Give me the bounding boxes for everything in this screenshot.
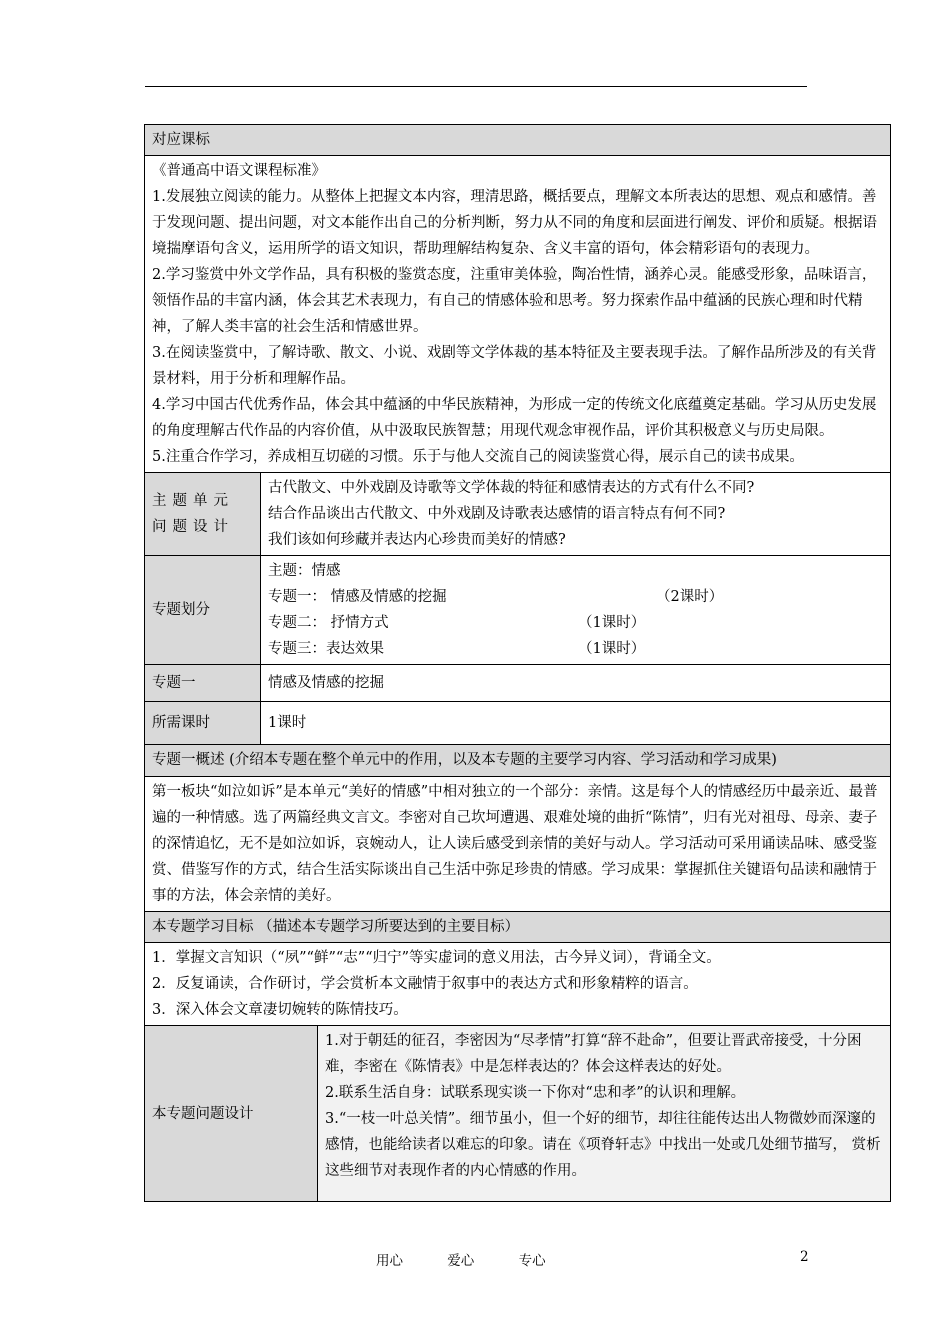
division-topic: 专题三：表达效果 — [268, 641, 384, 657]
hours-value: 1课时 — [268, 715, 307, 731]
page-number: 2 — [800, 1249, 809, 1265]
hours-label: 所需课时 — [152, 715, 210, 731]
goals-list — [145, 943, 890, 1025]
division-topic: 专题二： 抒情方式 — [268, 615, 389, 631]
curriculum-title: 《普通高中语文课程标准》 — [152, 163, 326, 179]
topic1-row — [145, 665, 890, 702]
division-item — [268, 584, 883, 610]
division-item — [268, 636, 883, 662]
goal-item: 1．掌握文言知识（“夙”“鲜”“志”“归宁”等实虚词的意义用法，古今异义词），背诵全文。 — [152, 950, 721, 966]
overview-header-row — [145, 745, 890, 777]
footer-word: 爱心 — [447, 1253, 475, 1269]
topic-questions-row — [145, 1026, 890, 1201]
division-hours: （2课时） — [656, 589, 724, 605]
topic1-value: 情感及情感的挖掘 — [268, 675, 384, 691]
curriculum-header: 对应课标 — [152, 132, 210, 148]
overview-header: 专题一概述 (介绍本专题在整个单元中的作用，以及本专题的主要学习内容、学习活动和学习成果) — [152, 752, 777, 768]
division-content — [261, 556, 890, 664]
hours-row — [145, 702, 890, 745]
topic-questions-label: 本专题问题设计 — [152, 1105, 254, 1122]
unit-questions-row — [145, 473, 890, 556]
topic-question: 3.“一枝一叶总关情”。细节虽小，但一个好的细节，却往往能传达出人物微妙而深邃的感情，也能给读者以难忘的印象。请在《项脊轩志》中找出一处或几处细节描写， 赏析这些细节对表现作者的内心情感的作用。 — [325, 1111, 881, 1179]
goal-item: 2．反复诵读，合作研讨，学会赏析本文融情于叙事中的表达方式和形象精粹的语言。 — [152, 976, 698, 992]
unit-questions-label: 主题单元问题设计 — [152, 493, 234, 535]
overview-row — [145, 777, 890, 912]
topic-question: 1.对于朝廷的征召，李密因为“尽孝情”打算“辞不赴命”，但要让晋武帝接受，十分困难，李密在《陈情表》中是怎样表达的？体会这样表达的好处。 — [325, 1033, 862, 1075]
lesson-plan-table — [144, 124, 891, 1202]
division-label: 专题划分 — [152, 602, 210, 618]
division-topic: 专题一： 情感及情感的挖掘 — [268, 589, 447, 605]
division-row — [145, 556, 890, 665]
goals-header-row — [145, 912, 890, 943]
division-theme: 主题：情感 — [268, 563, 341, 579]
goal-item: 3．深入体会文章凄切婉转的陈情技巧。 — [152, 1002, 408, 1018]
curriculum-header-row — [145, 125, 890, 156]
footer-word: 用心 — [376, 1253, 403, 1269]
division-item — [268, 610, 883, 636]
unit-question: 我们该如何珍藏并表达内心珍贵而美好的情感? — [268, 532, 566, 548]
header-rule — [145, 86, 807, 87]
topic-questions — [318, 1026, 890, 1201]
curriculum-point: 2.学习鉴赏中外文学作品，具有积极的鉴赏态度，注重审美体验，陶冶性情，涵养心灵。能感受形象，品味语言，领悟作品的丰富内涵，体会其艺术表现力，有自己的情感体验和思考。努力探索作品中蕴涵的民族心理和时代精神，了解人类丰富的社会生活和情感世界。 — [152, 267, 877, 335]
curriculum-row — [145, 156, 890, 473]
goals-header: 本专题学习目标 （描述本专题学习所要达到的主要目标） — [152, 919, 520, 935]
curriculum-point: 1.发展独立阅读的能力。从整体上把握文本内容，理清思路，概括要点，理解文本所表达的思想、观点和感情。善于发现问题、提出问题，对文本能作出自己的分析判断，努力从不同的角度和层面进行阐发、评价和质疑。根据语境揣摩语句含义，运用所学的语文知识，帮助理解结构复杂、含义丰富的语句，体会精彩语句的表现力。 — [152, 189, 877, 257]
unit-questions — [261, 473, 890, 555]
unit-question: 古代散文、中外戏剧及诗歌等文学体裁的特征和感情表达的方式有什么不同? — [268, 480, 755, 496]
goals-row — [145, 943, 890, 1026]
curriculum-point: 4.学习中国古代优秀作品，体会其中蕴涵的中华民族精神，为形成一定的传统文化底蕴奠定基础。学习从历史发展的角度理解古代作品的内容价值，从中汲取民族智慧；用现代观念审视作品，评价其积极意义与历史局限。 — [152, 397, 877, 439]
curriculum-point: 3.在阅读鉴赏中，了解诗歌、散文、小说、戏剧等文学体裁的基本特征及主要表现手法。了解作品所涉及的有关背景材料，用于分析和理解作品。 — [152, 345, 877, 387]
division-hours: （1课时） — [578, 615, 646, 631]
unit-question: 结合作品谈出古代散文、中外戏剧及诗歌表达感情的语言特点有何不同? — [268, 506, 726, 522]
curriculum-content — [145, 156, 890, 472]
division-hours: （1课时） — [578, 641, 646, 657]
footer-word: 专心 — [518, 1253, 546, 1269]
overview-text: 第一板块“如泣如诉”是本单元“美好的情感”中相对独立的一个部分：亲情。这是每个人的情感经历中最亲近、最普遍的一种情感。选了两篇经典文言文。李密对自己坎坷遭遇、艰难处境的曲折“陈情”，归有光对祖母、母亲、妻子的深情追忆，无不是如泣如诉，哀婉动人，让人读后感受到亲情的美好与动人。学习活动可采用诵读品味、感受鉴赏、借鉴写作的方式，结合生活实际谈出自己生活中弥足珍贵的情感。学习成果：掌握抓住关键语句品读和融情于事的方法，体会亲情的美好。 — [152, 784, 878, 904]
curriculum-point: 5.注重合作学习，养成相互切磋的习惯。乐于与他人交流自己的阅读鉴赏心得，展示自己的读书成果。 — [152, 449, 804, 465]
footer-words — [376, 1249, 586, 1269]
topic-question: 2.联系生活自身：试联系现实谈一下你对“忠和孝”的认识和理解。 — [325, 1085, 746, 1101]
topic1-label: 专题一 — [152, 675, 196, 691]
